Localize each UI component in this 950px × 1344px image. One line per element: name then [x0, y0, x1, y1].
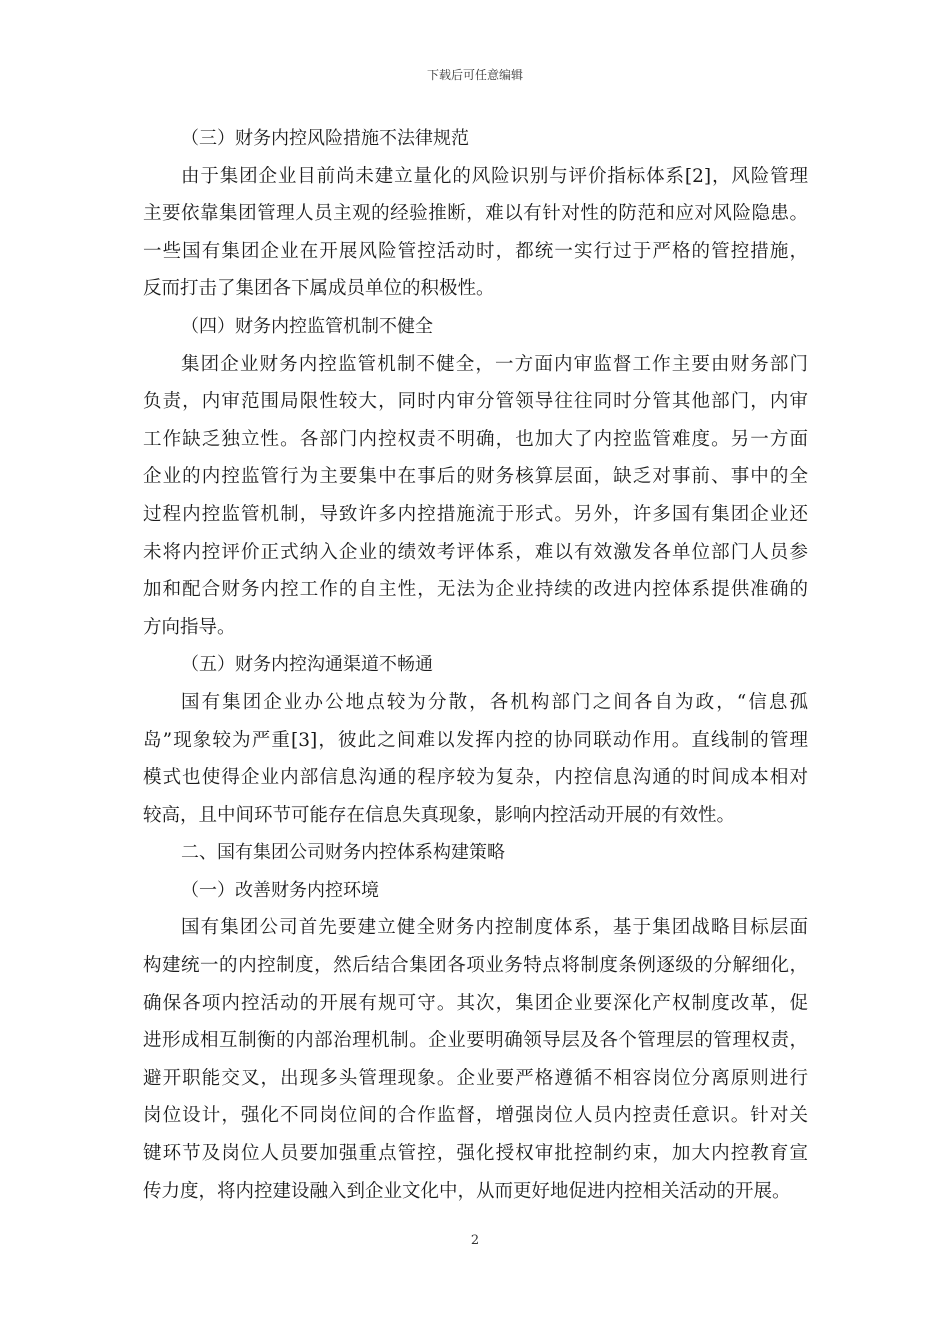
paragraph-line: 岗位设计，强化不同岗位间的合作监督，增强岗位人员内控责任意识。针对关 [143, 1105, 808, 1127]
paragraph-line: 岛”现象较为严重[3]，彼此之间难以发挥内控的协同联动作用。直线制的管理 [143, 729, 808, 751]
page-number: 2 [470, 1233, 480, 1248]
paragraph-line: 方向指导。 [143, 616, 236, 638]
paragraph [143, 158, 808, 308]
paragraph-line: 国有集团企业办公地点较为分散，各机构部门之间各自为政，“信息孤 [181, 691, 808, 713]
paragraph-line: 确保各项内控活动的开展有规可守。其次，集团企业要深化产权制度改革，促 [143, 992, 808, 1014]
section-heading: （三）财务内控风险措施不法律规范 [181, 128, 469, 149]
section-heading: 二、国有集团公司财务内控体系构建策略 [181, 842, 505, 864]
section-heading: （四）财务内控监管机制不健全 [181, 315, 433, 337]
paragraph [143, 684, 808, 834]
paragraph [143, 909, 808, 1210]
paragraph-line: 进形成相互制衡的内部治理机制。企业要明确领导层及各个管理层的管理权责， [143, 1030, 808, 1052]
paragraph-line: 构建统一的内控制度，然后结合集团各项业务特点将制度条例逐级的分解细化， [143, 955, 808, 977]
paragraph-line: 主要依靠集团管理人员主观的经验推断，难以有针对性的防范和应对风险隐患。 [143, 203, 808, 225]
paragraph-line: 较高，且中间环节可能存在信息失真现象，影响内控活动开展的有效性。 [143, 804, 736, 826]
paragraph-line: 键环节及岗位人员要加强重点管控，强化授权审批控制约束，加大内控教育宣 [143, 1143, 808, 1165]
paragraph-line: 工作缺乏独立性。各部门内控权责不明确，也加大了内控监管难度。另一方面 [143, 428, 808, 450]
paragraph-line: 企业的内控监管行为主要集中在事后的财务核算层面，缺乏对事前、事中的全 [143, 466, 808, 488]
section-heading: （一）改善财务内控环境 [181, 879, 379, 901]
paragraph-line: 未将内控评价正式纳入企业的绩效考评体系，难以有效激发各单位部门人员参 [143, 541, 808, 563]
paragraph-line: 避开职能交叉，出现多头管理现象。企业要严格遵循不相容岗位分离原则进行 [143, 1067, 808, 1089]
paragraph-line: 一些国有集团企业在开展风险管控活动时，都统一实行过于严格的管控措施， [143, 240, 808, 262]
page-header: 下载后可任意编辑 [426, 68, 523, 82]
paragraph [143, 346, 808, 647]
document-body [143, 120, 808, 1210]
paragraph-line: 国有集团公司首先要建立健全财务内控制度体系，基于集团战略目标层面 [181, 917, 808, 939]
paragraph-line: 过程内控监管机制，导致许多内控措施流于形式。另外，许多国有集团企业还 [143, 503, 808, 525]
paragraph-line: 加和配合财务内控工作的自主性，无法为企业持续的改进内控体系提供准确的 [143, 579, 808, 601]
section-heading: （五）财务内控沟通渠道不畅通 [181, 654, 433, 676]
paragraph-line: 负责，内审范围局限性较大，同时内审分管领导往往同时分管其他部门，内审 [143, 391, 808, 413]
paragraph-line: 集团企业财务内控监管机制不健全，一方面内审监督工作主要由财务部门 [181, 353, 808, 375]
paragraph-line: 由于集团企业目前尚未建立量化的风险识别与评价指标体系[2]，风险管理 [181, 165, 808, 187]
paragraph-line: 反而打击了集团各下属成员单位的积极性。 [143, 278, 495, 300]
paragraph-line: 模式也使得企业内部信息沟通的程序较为复杂，内控信息沟通的时间成本相对 [143, 767, 808, 789]
paragraph-line: 传力度，将内控建设融入到企业文化中，从而更好地促进内控相关活动的开展。 [143, 1180, 791, 1202]
